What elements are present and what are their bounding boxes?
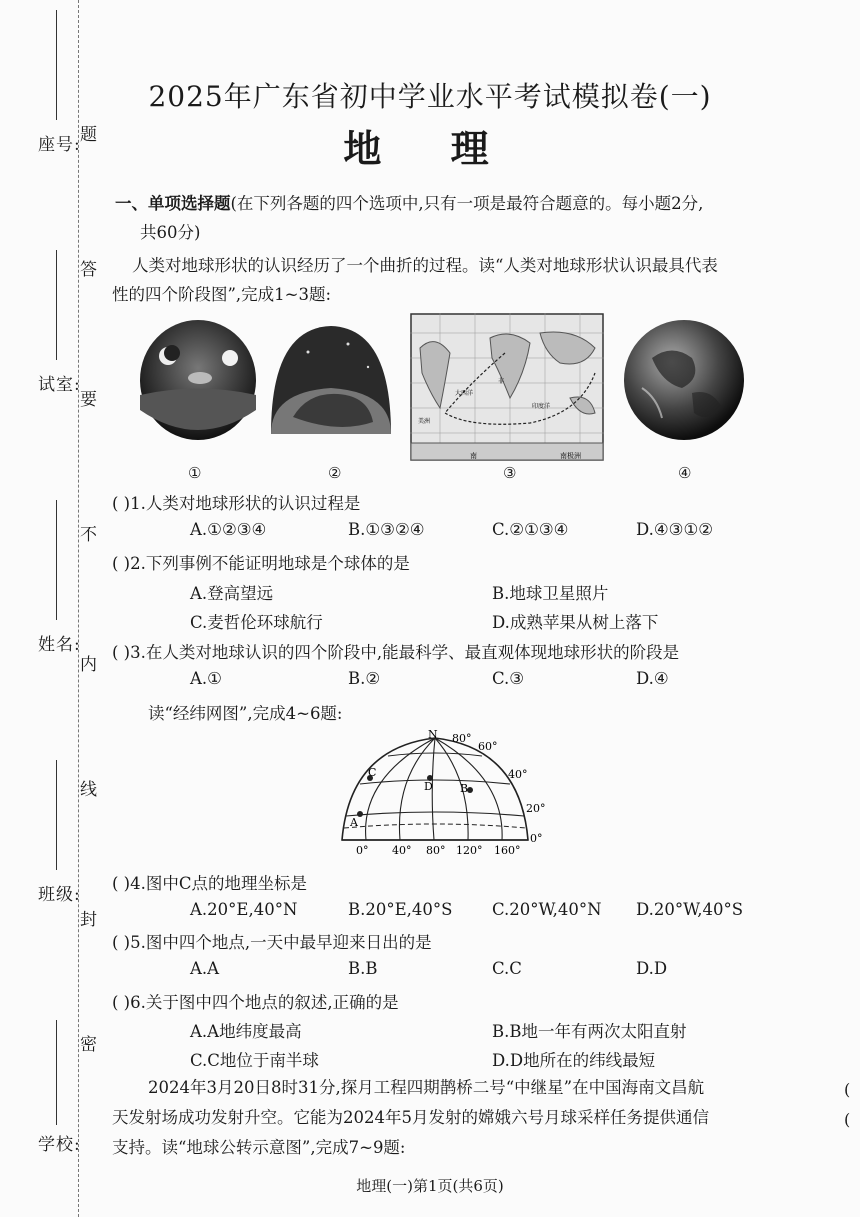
grid-label: N <box>428 728 438 741</box>
stage2-dome-earth-image <box>268 322 394 444</box>
option[interactable]: A.① <box>190 669 222 688</box>
grid-label: 40° <box>392 844 412 857</box>
seal-char: 答 <box>80 260 97 280</box>
option[interactable]: B.①③②④ <box>348 520 425 539</box>
grid-label: 120° <box>456 844 483 857</box>
name-blank <box>56 500 57 620</box>
option[interactable]: D.成熟苹果从树上落下 <box>492 613 659 632</box>
question-3: ( )3.在人类对地球认识的四个阶段中,能最科学、最直观体现地球形状的阶段是 <box>112 643 680 662</box>
class-blank <box>56 760 57 870</box>
figure-caption: ④ <box>678 464 692 482</box>
question-6: ( )6.关于图中四个地点的叙述,正确的是 <box>112 993 399 1012</box>
exam-title: 2025年广东省初中学业水平考试模拟卷(一) <box>148 80 712 113</box>
grid-point-label: A <box>350 816 358 829</box>
option[interactable]: D.④③①② <box>636 520 714 539</box>
seal-char: 不 <box>80 525 97 545</box>
map-label: 印度洋 <box>532 403 551 410</box>
school-label: 学校: <box>38 1135 81 1155</box>
grid-label: 20° <box>526 802 546 815</box>
figure-caption: ① <box>188 464 202 482</box>
room-label: 试室: <box>38 375 81 395</box>
name-label: 姓名: <box>38 635 81 655</box>
grid-label: 40° <box>508 768 528 781</box>
grid-label: 80° <box>452 732 472 745</box>
option[interactable]: D.D地所在的纬线最短 <box>492 1051 656 1070</box>
intro3-line3: 支持。读“地球公转示意图”,完成7~9题: <box>112 1138 406 1157</box>
seal-char: 线 <box>80 780 97 800</box>
seal-dashed-line <box>78 0 79 1217</box>
figure-caption: ② <box>328 464 342 482</box>
graticule-diagram <box>330 728 560 862</box>
map-label: 非 <box>498 378 505 385</box>
page-footer: 地理(一)第1页(共6页) <box>356 1177 504 1195</box>
grid-label: 0° <box>356 844 369 857</box>
option[interactable]: C.③ <box>492 669 525 688</box>
seal-char: 题 <box>80 125 97 145</box>
option[interactable]: A.20°E,40°N <box>190 900 298 919</box>
option[interactable]: B.B <box>348 959 378 978</box>
option[interactable]: C.C地位于南半球 <box>190 1051 319 1070</box>
intro3-line1: 2024年3月20日8时31分,探月工程四期鹊桥二号“中继星”在中国海南文昌航 <box>148 1078 705 1097</box>
option[interactable]: D.④ <box>636 669 669 688</box>
seal-char: 密 <box>80 1035 97 1055</box>
map-label: 南极洲 <box>560 452 581 460</box>
seal-char: 要 <box>80 390 97 410</box>
option[interactable]: C.20°W,40°N <box>492 900 602 919</box>
option[interactable]: B.② <box>348 669 381 688</box>
grid-point-label: B <box>460 782 469 795</box>
map-label: 南 <box>470 452 477 460</box>
question-4: ( )4.图中C点的地理坐标是 <box>112 874 307 893</box>
margin-mark: ( <box>844 1080 851 1099</box>
subject-title: 地 理 <box>343 126 517 171</box>
school-blank <box>56 1020 57 1125</box>
option[interactable]: B.地球卫星照片 <box>492 584 609 603</box>
grid-point-label: D <box>424 780 433 793</box>
figure-caption: ③ <box>503 464 517 482</box>
option[interactable]: B.20°E,40°S <box>348 900 453 919</box>
section-desc-line2: 共60分) <box>140 223 201 242</box>
option[interactable]: C.C <box>492 959 522 978</box>
option[interactable]: C.麦哲伦环球航行 <box>190 613 323 632</box>
grid-point-label: C <box>368 766 377 779</box>
grid-label: 80° <box>426 844 446 857</box>
option[interactable]: D.D <box>636 959 668 978</box>
grid-label: 60° <box>478 740 498 753</box>
room-blank <box>56 250 57 360</box>
option[interactable]: A.登高望远 <box>190 584 274 603</box>
grid-label: 160° <box>494 844 521 857</box>
question-5: ( )5.图中四个地点,一天中最早迎来日出的是 <box>112 933 432 952</box>
map-label: 大西洋 <box>455 390 474 397</box>
margin-mark: ( <box>844 1110 851 1129</box>
option[interactable]: A.A地纬度最高 <box>190 1022 302 1041</box>
stage1-flat-earth-image <box>138 320 258 444</box>
intro-line1: 人类对地球形状的认识经历了一个曲折的过程。读“人类对地球形状认识最具代表 <box>132 256 718 275</box>
stage3-magellan-voyage-map <box>410 313 604 465</box>
section-heading: 一、单项选择题(在下列各题的四个选项中,只有一项是最符合题意的。每小题2分, <box>115 194 704 213</box>
seal-char: 封 <box>80 910 97 930</box>
option[interactable]: A.A <box>190 959 220 978</box>
grid-label: 0° <box>530 832 543 845</box>
intro-line2: 性的四个阶段图”,完成1~3题: <box>112 285 332 304</box>
intro-grid: 读“经纬网图”,完成4~6题: <box>148 704 343 723</box>
option[interactable]: A.①②③④ <box>190 520 267 539</box>
intro3-line2: 天发射场成功发射升空。它能为2024年5月发射的嫦娥六号月球采样任务提供通信 <box>112 1108 709 1127</box>
question-1: ( )1.人类对地球形状的认识过程是 <box>112 494 361 513</box>
class-label: 班级: <box>38 885 81 905</box>
option[interactable]: B.B地一年有两次太阳直射 <box>492 1022 687 1041</box>
option[interactable]: D.20°W,40°S <box>636 900 744 919</box>
question-2: ( )2.下列事例不能证明地球是个球体的是 <box>112 554 410 573</box>
stage4-satellite-earth-image <box>622 318 746 446</box>
option[interactable]: C.②①③④ <box>492 520 569 539</box>
seal-char: 内 <box>80 655 97 675</box>
seat-label: 座号: <box>38 135 81 155</box>
map-label: 美洲 <box>418 418 431 425</box>
